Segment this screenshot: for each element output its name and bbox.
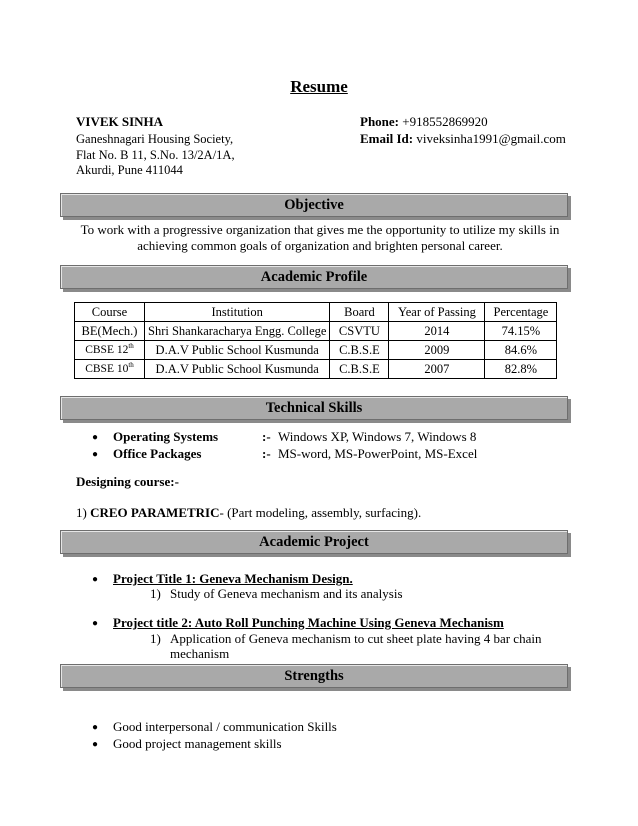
cell-year: 2009	[389, 341, 485, 360]
bullet-icon: ●	[92, 739, 99, 750]
academic-table	[74, 302, 557, 379]
cell-year: 2014	[389, 322, 485, 341]
skill-separator: :-	[262, 446, 271, 461]
project-1-detail: Study of Geneva mechanism and its analysis	[170, 586, 403, 601]
col-course: Course	[75, 303, 145, 322]
designing-heading: Designing course:-	[76, 474, 179, 489]
cell-institution: D.A.V Public School Kusmunda	[145, 360, 330, 379]
cell-course: BE(Mech.)	[75, 322, 145, 341]
cell-year: 2007	[389, 360, 485, 379]
col-year: Year of Passing	[389, 303, 485, 322]
address-line-1: Ganeshnagari Housing Society,	[76, 132, 234, 146]
email-label: Email Id:	[360, 131, 414, 146]
cell-board: C.B.S.E	[330, 360, 389, 379]
col-institution: Institution	[145, 303, 330, 322]
page-title: Resume	[290, 77, 348, 96]
cell-percentage: 74.15%	[485, 322, 557, 341]
email-line	[360, 131, 566, 147]
project-2-detail-num: 1)	[150, 631, 161, 646]
project-title-2: Project title 2: Auto Roll Punching Machine Using Geneva Mechanism	[113, 615, 504, 630]
project-2-detail-cont: mechanism	[170, 646, 230, 661]
table-row	[75, 341, 557, 360]
table-header-row	[75, 303, 557, 322]
cell-course: CBSE 12th	[75, 341, 145, 360]
address-line-3: Akurdi, Pune 411044	[76, 163, 183, 177]
col-percentage: Percentage	[485, 303, 557, 322]
project-1-detail-num: 1)	[150, 586, 161, 601]
bullet-icon: ●	[92, 574, 99, 585]
cell-percentage: 82.8%	[485, 360, 557, 379]
objective-line-2: achieving common goals of organization and brighten personal career.	[137, 238, 503, 253]
project-2-detail: Application of Geneva mechanism to cut sheet plate having 4 bar chain	[170, 631, 542, 646]
phone-label: Phone:	[360, 114, 399, 129]
cell-board: CSVTU	[330, 322, 389, 341]
cell-institution: Shri Shankaracharya Engg. College	[145, 322, 330, 341]
section-objective: Objective	[60, 193, 568, 217]
strength-item: Good project management skills	[113, 736, 282, 751]
designing-item: 1) CREO PARAMETRIC- (Part modeling, assembly, surfacing).	[76, 505, 422, 520]
skill-value: MS-word, MS-PowerPoint, MS-Excel	[278, 446, 478, 461]
cell-percentage: 84.6%	[485, 341, 557, 360]
cell-institution: D.A.V Public School Kusmunda	[145, 341, 330, 360]
cell-course: CBSE 10th	[75, 360, 145, 379]
strength-item: Good interpersonal / communication Skills	[113, 719, 337, 734]
candidate-name: VIVEK SINHA	[76, 114, 164, 129]
phone-value: +918552869920	[402, 114, 488, 129]
cell-board: C.B.S.E	[330, 341, 389, 360]
skill-value: Windows XP, Windows 7, Windows 8	[278, 429, 477, 444]
address-line-2: Flat No. B 11, S.No. 13/2A/1A,	[76, 148, 235, 162]
table-row	[75, 322, 557, 341]
bullet-icon: ●	[92, 618, 99, 629]
skill-label: Office Packages	[113, 446, 202, 461]
objective-text	[70, 222, 570, 254]
section-academic-project: Academic Project	[60, 530, 568, 554]
skill-label: Operating Systems	[113, 429, 219, 444]
email-value: viveksinha1991@gmail.com	[416, 131, 566, 146]
col-board: Board	[330, 303, 389, 322]
section-strengths: Strengths	[60, 664, 568, 688]
section-technical-skills: Technical Skills	[60, 396, 568, 420]
project-title-1: Project Title 1: Geneva Mechanism Design.	[113, 571, 353, 586]
bullet-icon: ●	[92, 432, 99, 443]
skill-separator: :-	[262, 429, 271, 444]
bullet-icon: ●	[92, 449, 99, 460]
bullet-icon: ●	[92, 722, 99, 733]
section-academic-profile: Academic Profile	[60, 265, 568, 289]
table-row	[75, 360, 557, 379]
objective-line-1: To work with a progressive organization that gives me the opportunity to utilize my skills in	[80, 222, 560, 237]
phone-line	[360, 114, 488, 130]
